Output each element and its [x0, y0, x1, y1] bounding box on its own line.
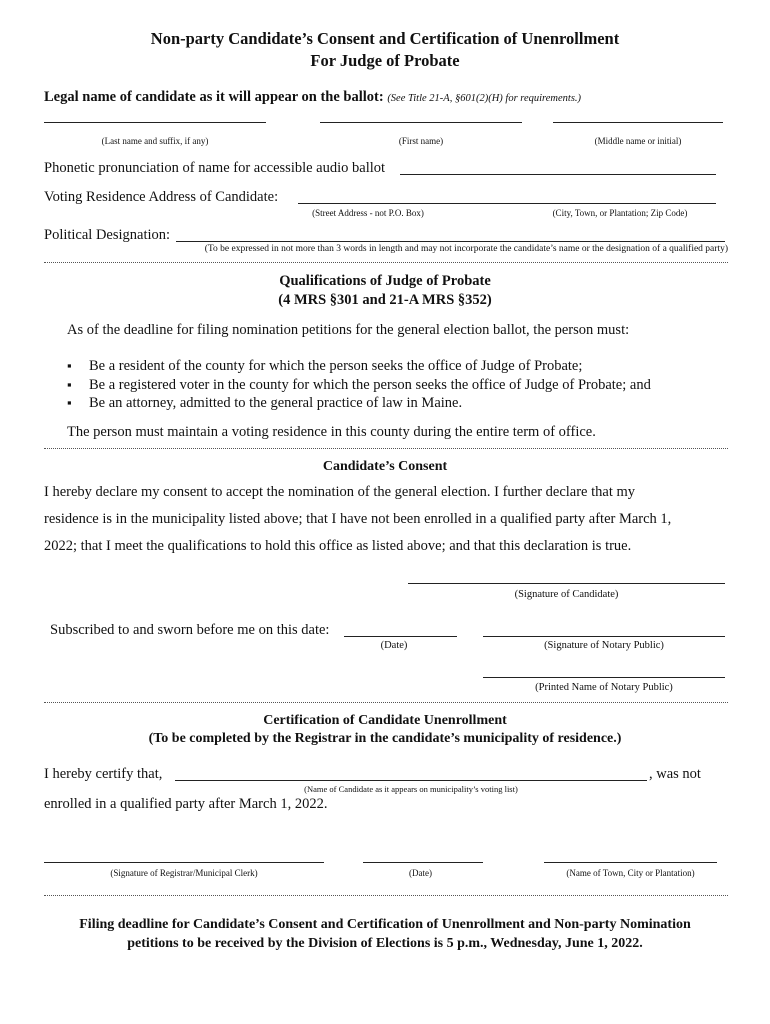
qualification-item: ▪ Be a resident of the county for which the person seeks the office of Judge of Probate;	[67, 357, 717, 376]
qualifications-subtitle: (4 MRS §301 and 21-A MRS §352)	[278, 292, 492, 308]
form-title-line2: For Judge of Probate	[310, 51, 460, 70]
qualifications-list	[67, 357, 717, 413]
city-caption: (City, Town, or Plantation; Zip Code)	[552, 208, 688, 218]
political-label: Political Designation:	[44, 227, 171, 243]
section-divider	[44, 448, 728, 449]
qualifications-title: Qualifications of Judge of Probate	[279, 273, 491, 289]
sworn-date-field[interactable]	[344, 636, 457, 637]
consent-text-line3: 2022; that I meet the qualifications to hold this office as listed above; and that this declaration is true.	[44, 538, 632, 554]
legal-name-label: Legal name of candidate as it will appear on the ballot:	[44, 89, 384, 105]
middle-name-field[interactable]	[553, 122, 723, 123]
notary-signature-caption: (Signature of Notary Public)	[544, 640, 664, 651]
political-field[interactable]	[176, 241, 725, 242]
phonetic-field[interactable]	[400, 174, 716, 175]
filing-deadline-line1: Filing deadline for Candidate’s Consent and Certification of Unenrollment and Non-party Nomination	[79, 917, 691, 932]
certification-subtitle: (To be completed by the Registrar in the candidate’s municipality of residence.)	[148, 731, 622, 746]
consent-text-line2: residence is in the municipality listed above; that I have not been enrolled in a qualified party after March 1,	[44, 511, 672, 527]
sworn-label: Subscribed to and sworn before me on this date:	[50, 622, 330, 638]
last-name-field[interactable]	[44, 122, 266, 123]
notary-name-caption: (Printed Name of Notary Public)	[535, 682, 673, 693]
filing-deadline-line2: petitions to be received by the Division of Elections is 5 p.m., Wednesday, June 1, 2022.	[127, 936, 643, 951]
candidate-name-caption: (Name of Candidate as it appears on municipality’s voting list)	[304, 784, 518, 794]
certify-suffix: , was not	[649, 766, 701, 782]
registrar-signature-field[interactable]	[44, 862, 324, 863]
town-name-field[interactable]	[544, 862, 717, 863]
qualification-item: ▪ Be an attorney, admitted to the general practice of law in Maine.	[67, 394, 717, 413]
candidate-signature-field[interactable]	[408, 583, 725, 584]
last-name-caption: (Last name and suffix, if any)	[101, 136, 209, 146]
qualification-item: ▪ Be a registered voter in the county for which the person seeks the office of Judge of Probate; and	[67, 376, 717, 395]
section-divider	[44, 895, 728, 896]
legal-name-note: (See Title 21-A, §601(2)(H) for requirements.)	[387, 93, 582, 104]
notary-signature-field[interactable]	[483, 636, 725, 637]
middle-name-caption: (Middle name or initial)	[594, 136, 682, 146]
consent-title: Candidate’s Consent	[322, 459, 448, 474]
form-title-line1: Non-party Candidate’s Consent and Certification of Unenrollment	[150, 29, 620, 48]
section-divider	[44, 702, 728, 703]
candidate-signature-caption: (Signature of Candidate)	[514, 589, 619, 600]
certification-date-caption: (Date)	[409, 868, 432, 878]
residence-field[interactable]	[298, 203, 716, 204]
certification-date-field[interactable]	[363, 862, 483, 863]
registrar-signature-caption: (Signature of Registrar/Municipal Clerk)	[110, 868, 258, 878]
town-name-caption: (Name of Town, City or Plantation)	[566, 868, 695, 878]
residence-label: Voting Residence Address of Candidate:	[44, 189, 279, 205]
phonetic-label: Phonetic pronunciation of name for accessible audio ballot	[44, 160, 386, 176]
section-divider	[44, 262, 728, 263]
notary-name-field[interactable]	[483, 677, 725, 678]
candidate-name-field[interactable]	[175, 780, 647, 781]
legal-name-row	[44, 89, 581, 106]
certify-prefix: I hereby certify that,	[44, 766, 163, 782]
first-name-caption: (First name)	[398, 136, 444, 146]
certification-title: Certification of Candidate Unenrollment	[263, 713, 507, 728]
certification-text-line2: enrolled in a qualified party after March 1, 2022.	[44, 796, 328, 812]
qualifications-note: The person must maintain a voting residence in this county during the entire term of office.	[67, 424, 596, 440]
consent-text-line1: I hereby declare my consent to accept the nomination of the general election. I further declare that my	[44, 484, 636, 500]
political-note: (To be expressed in not more than 3 words in length and may not incorporate the candidate’s name or the designation of a qualified party)	[204, 244, 728, 254]
first-name-field[interactable]	[320, 122, 522, 123]
qualifications-intro: As of the deadline for filing nomination petitions for the general election ballot, the person must:	[67, 322, 630, 338]
sworn-date-caption: (Date)	[380, 640, 408, 651]
street-caption: (Street Address - not P.O. Box)	[312, 208, 424, 218]
